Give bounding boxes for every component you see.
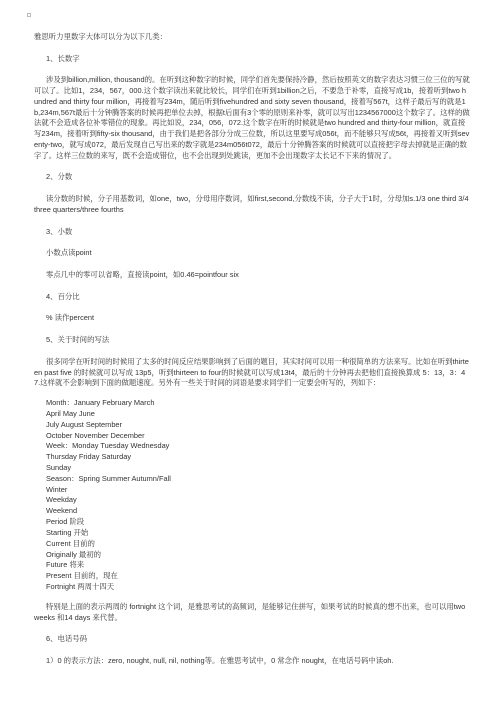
list-item: October November December bbox=[46, 430, 145, 440]
section-6-line-1: 1）0 的表示方法：zero, nought, null, nil, nothing等。在雅思考试中，0 常念作 nought，在电话号码中读oh. bbox=[46, 655, 394, 665]
section-1-heading: 1、长数字 bbox=[46, 53, 80, 63]
list-item: Season：Spring Summer Autumn/Fall bbox=[46, 473, 171, 483]
section-3-heading: 3、小数 bbox=[46, 226, 73, 236]
list-item: Originally 最初的 bbox=[46, 549, 102, 559]
list-item: Month：January February March bbox=[46, 398, 155, 408]
section-5-tail: 特别是上面的表示两周的 fortnight 这个词，是雅思考试的高频词，是能够记住拼写，如果考试的时候真的想不出来，也可以用two weeks 和14 days 来代替。 bbox=[34, 601, 466, 622]
section-6-heading: 6、电话号码 bbox=[46, 634, 88, 644]
list-item: Future 将来 bbox=[46, 560, 85, 570]
section-4-heading: 4、百分比 bbox=[46, 291, 80, 301]
list-item: Present 目前的，现在 bbox=[46, 571, 118, 581]
list-item: April May June bbox=[46, 408, 95, 418]
list-item: Winter bbox=[46, 484, 68, 494]
image-placeholder-icon bbox=[27, 13, 31, 17]
intro-text: 雅思听力里数字大体可以分为以下几类： bbox=[34, 32, 168, 41]
section-3-line-1: 小数点读point bbox=[46, 248, 92, 258]
time-words-list bbox=[34, 398, 470, 593]
list-item: Fortnight 两周十四天 bbox=[46, 581, 115, 591]
section-2-heading: 2、分数 bbox=[46, 172, 73, 182]
section-5-heading: 5、关于时间的写法 bbox=[46, 335, 110, 345]
list-item: Thursday Friday Saturday bbox=[46, 452, 132, 462]
section-2-body: 读分数的时候，分子用基数词，如one，two，分母用序数词，如first,second,分数线不读，分子大于1时，分母加s.1/3 one third 3/4 three quarters/three fourths bbox=[34, 194, 469, 214]
section-3-line-2: 零点几中的零可以省略，直接读point，如0.46=pointfour six bbox=[46, 270, 239, 280]
list-item: July August September bbox=[46, 419, 123, 429]
list-item: Sunday bbox=[46, 463, 72, 473]
section-5-body: 很多同学在听时间的时候用了太多的时间反应结果影响到了后面的题目，其实时间可以用一种很简单的方法来写。比如在听到thirteen past five 的时候就可以写成 13p5，听到thirteen to four的时候就可以写成13t4，最后的十分钟再去把他们直接换算成 5：13，3：47.这样就不会影响到下面的做题速度。另外有一些关于时间的词语是要求同学们一定要会听写的，列如下： bbox=[34, 356, 469, 388]
list-item: Current 目前的 bbox=[46, 538, 95, 548]
list-item: Weekend bbox=[46, 506, 78, 516]
list-item: Weekday bbox=[46, 495, 77, 505]
section-1-body: 涉及到billion,million, thousand的。在听到这种数字的时候，同学们首先要保持冷静，然后按照英文的数字表达习惯三位三位的写就可以了。比如1，234，567，000.这个数字读出来就比较长，同学们在听到1billion之后，不要急于补零，直接写成1b，接着听到two hundred and thirty four million，再接着写234m，随后听到fivehundred and sixty seven thousand，接着写567t，这样子最后写的就是1b,234m,567t最后十分钟腾答案的时候再把单位去掉，根据t后面有3个零的原则来补零，就可以写出1234567000这个数字了。这样的做法就不会造成各位补零错位的现象。再比如说，234，056，072.这个数字在听的时候就是two hundred and thirty-four million，就直接写234m，接着听到fifty-six thousand，由于我们是把各部分分成三位数，所以这里要写成056t，而不能够只写成56t，再接着又听到seventy-two，就写成072，最后发现自己写出来的数字就是234m056t072，最后十分钟腾答案的时候就可以直接把字母去掉就是正确的数字了。这样三位数的来写，既不会造成错位，也不会出现到处跳读，更加不会出现数字太长记不下来的情况了。 bbox=[34, 75, 470, 160]
list-item: Week：Monday Tuesday Wednesday bbox=[46, 441, 170, 451]
list-item: Period 阶段 bbox=[46, 517, 85, 527]
section-4-line-1: % 读作percent bbox=[46, 313, 95, 323]
list-item: Starting 开始 bbox=[46, 527, 89, 537]
